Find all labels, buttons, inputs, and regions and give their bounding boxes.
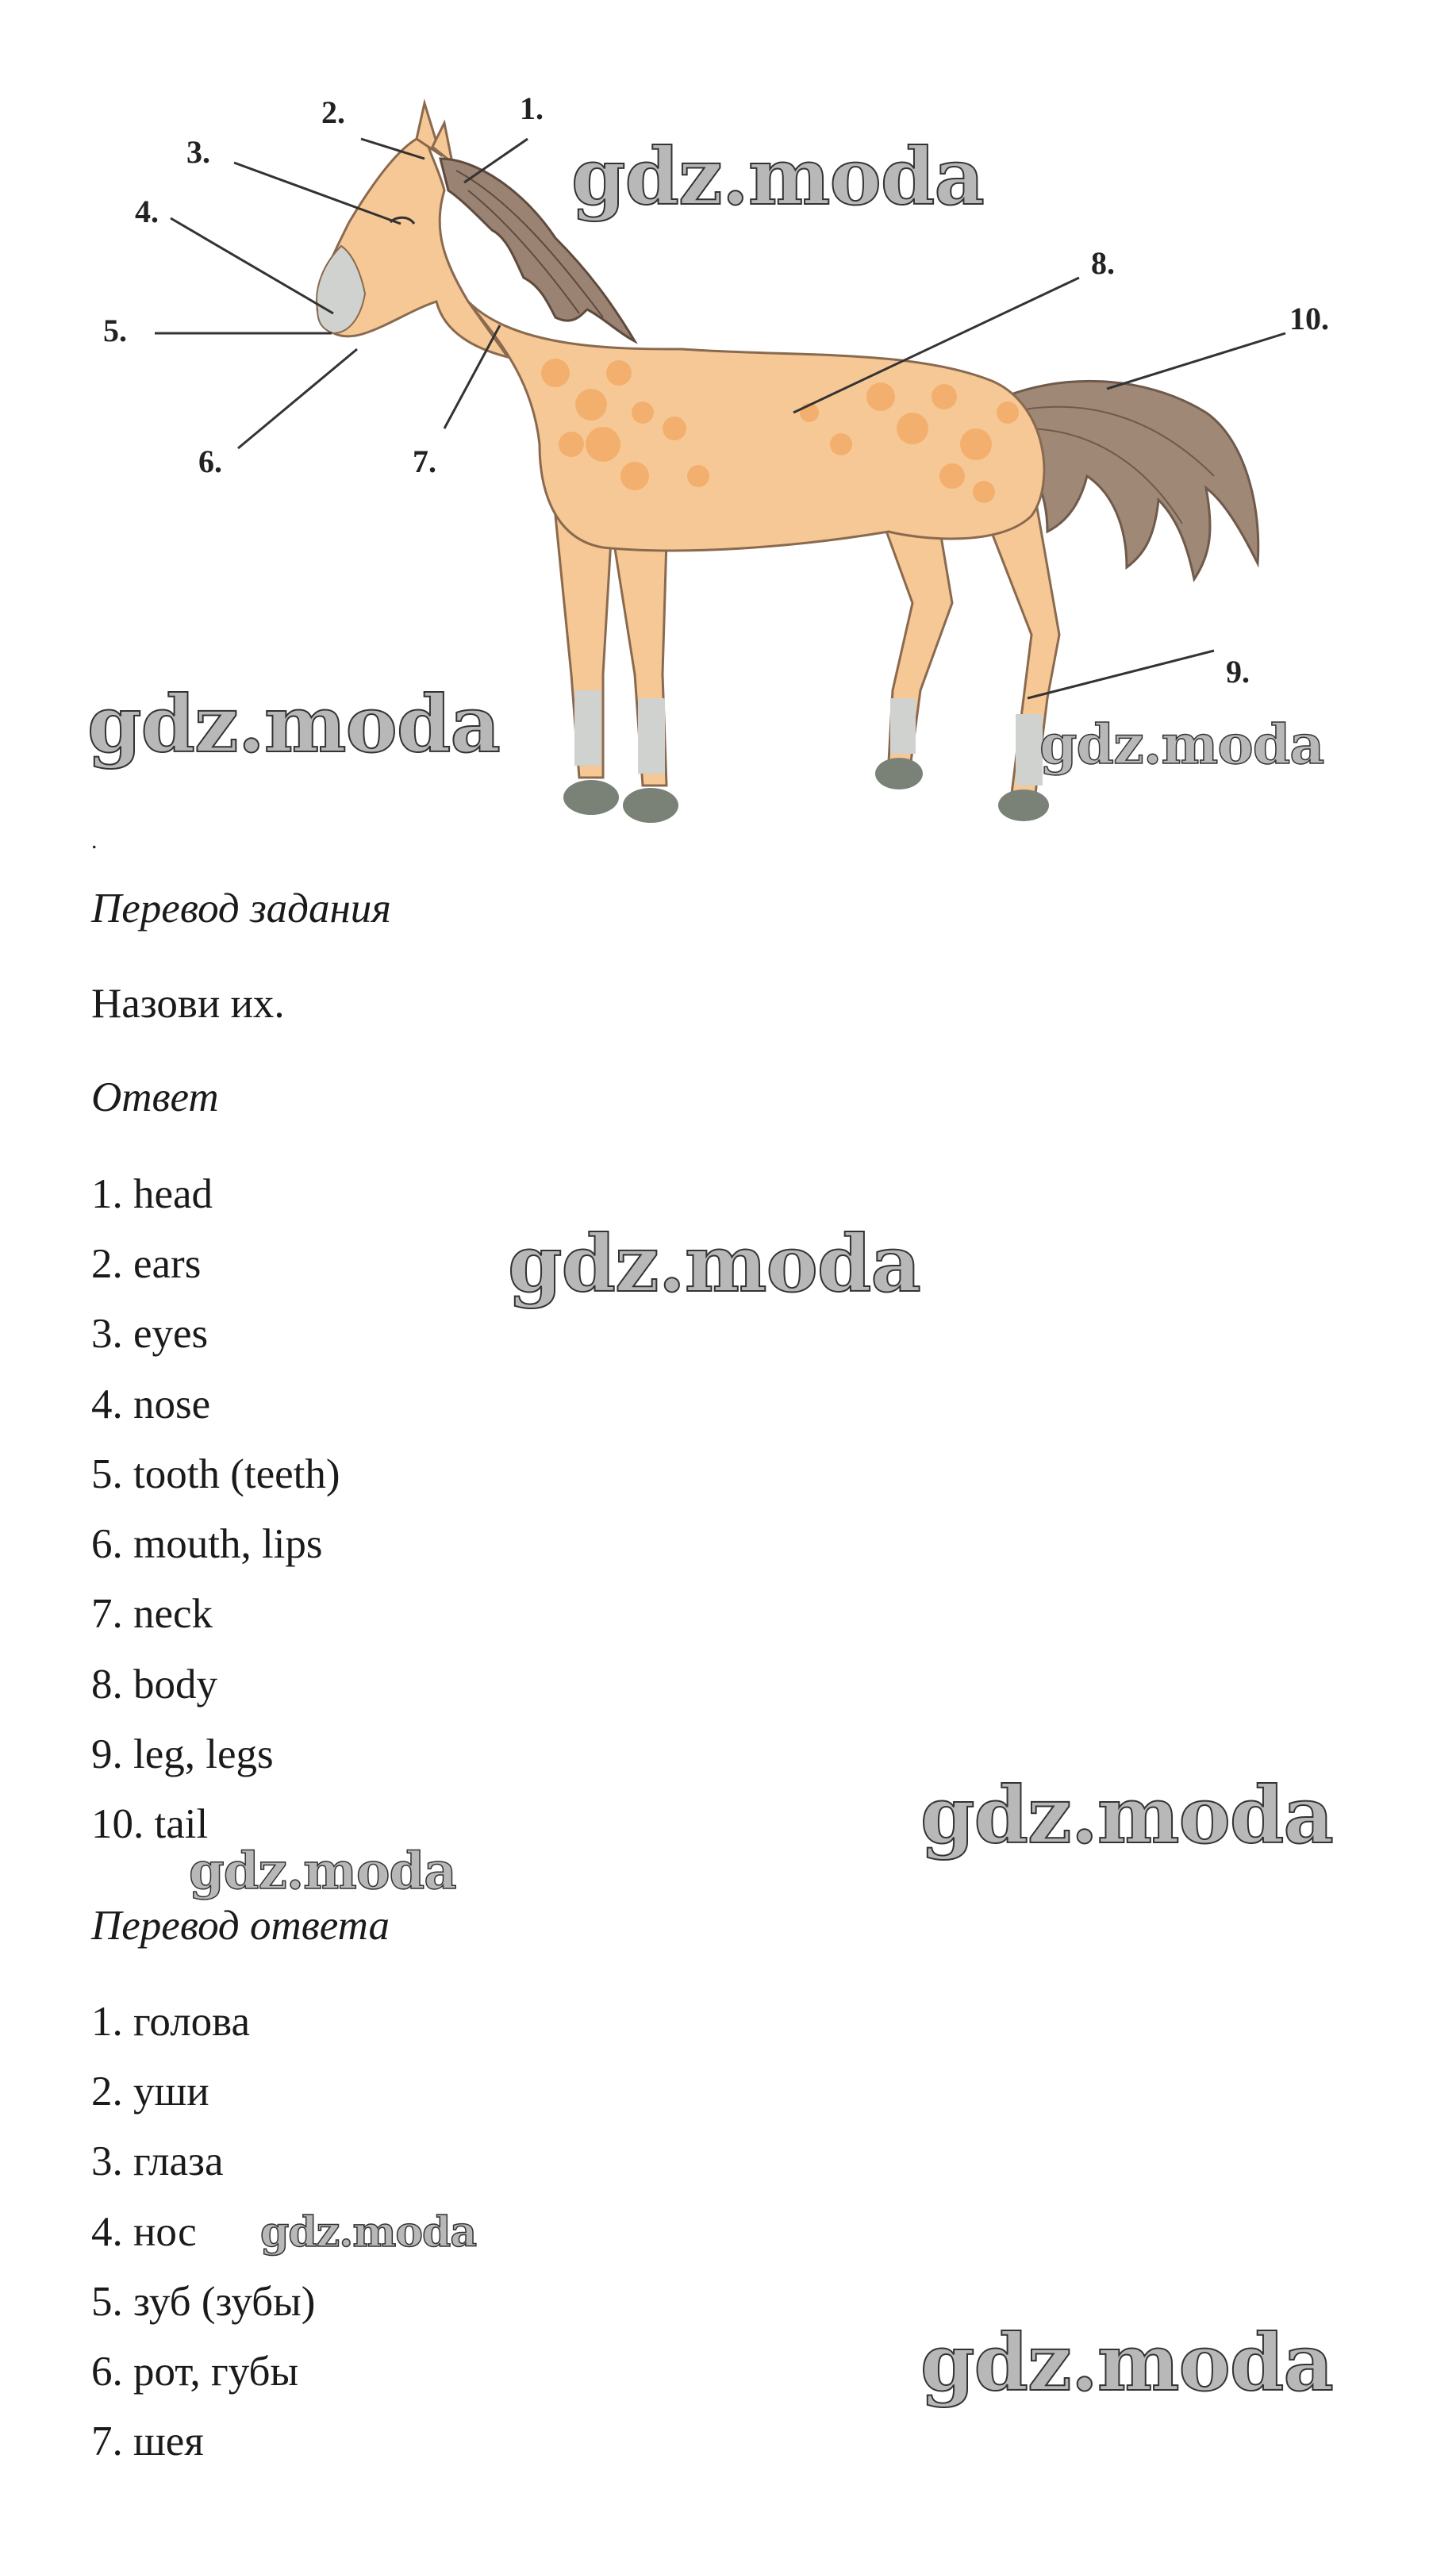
translation-item: 3. глаза	[91, 2138, 224, 2184]
watermark: gdz.moda	[920, 2318, 1333, 2409]
translation-item: 5. зуб (зубы)	[91, 2279, 316, 2325]
callout-4: 4.	[135, 194, 159, 229]
callout-10: 10.	[1289, 301, 1329, 336]
translation-item: 7. шея	[91, 2418, 204, 2464]
stray-dot: .	[91, 828, 98, 854]
leader-1	[464, 139, 528, 182]
callout-6: 6.	[198, 444, 222, 479]
answer-item: 8. body	[91, 1661, 217, 1708]
leader-6	[238, 349, 357, 448]
task-text: Назови их.	[91, 981, 285, 1027]
callout-3: 3.	[186, 134, 210, 170]
answer-item: 1. head	[91, 1171, 213, 1217]
callout-1: 1.	[520, 90, 544, 126]
translation-item: 2. уши	[91, 2069, 209, 2115]
callout-7: 7.	[413, 444, 436, 479]
answer-item: 2. ears	[91, 1241, 202, 1287]
answer-item: 3. eyes	[91, 1311, 209, 1357]
watermark: gdz.moda	[920, 1770, 1333, 1861]
body-shape	[468, 302, 1044, 551]
watermark: gdz.moda	[87, 679, 500, 770]
watermark: gdz.moda	[260, 2208, 477, 2257]
watermark: gdz.moda	[508, 1219, 920, 1310]
leader-10	[1107, 333, 1285, 389]
answer-translation-heading: Перевод ответа	[91, 1903, 390, 1949]
watermark: gdz.moda	[571, 132, 984, 223]
callout-2: 2.	[321, 94, 345, 130]
watermark: gdz.moda	[1039, 713, 1324, 777]
task-translation-heading: Перевод задания	[91, 885, 391, 932]
answer-item: 7. neck	[91, 1591, 213, 1637]
callout-9: 9.	[1226, 654, 1250, 690]
translation-item: 6. рот, губы	[91, 2349, 299, 2395]
watermark: gdz.moda	[189, 1842, 456, 1901]
answer-item: 10. tail	[91, 1801, 209, 1847]
answer-heading: Ответ	[91, 1074, 219, 1120]
callout-5: 5.	[103, 313, 127, 348]
answer-item: 5. tooth (teeth)	[91, 1451, 340, 1497]
answer-item: 4. nose	[91, 1381, 211, 1427]
translation-item: 4. нос	[91, 2209, 197, 2255]
callout-8: 8.	[1091, 245, 1115, 281]
answer-item: 9. leg, legs	[91, 1731, 274, 1777]
translation-item: 1. голова	[91, 1999, 251, 2045]
leader-4	[171, 218, 333, 313]
answer-item: 6. mouth, lips	[91, 1521, 323, 1567]
